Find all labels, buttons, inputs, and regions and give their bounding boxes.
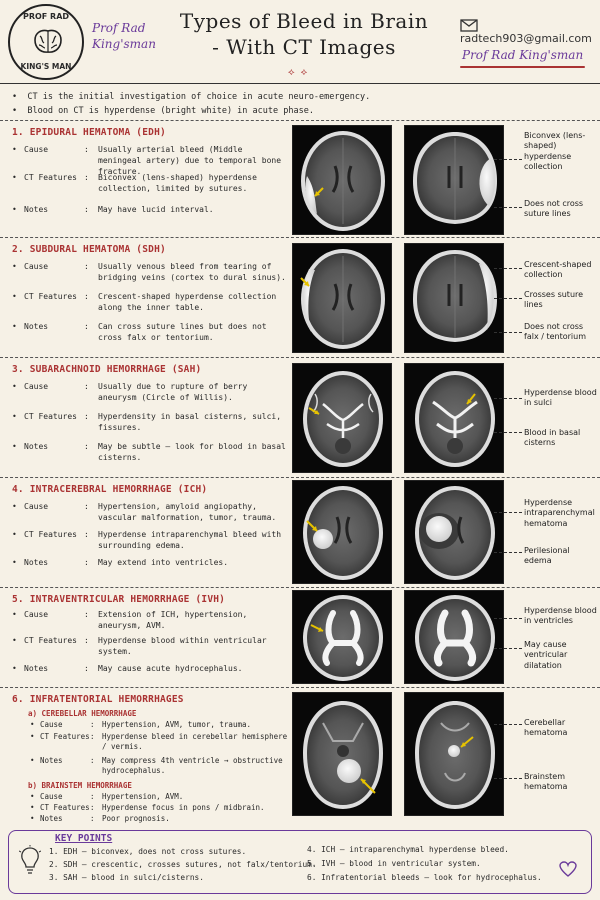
section-title: 4. INTRACEREBRAL HEMORRHAGE (ICH): [12, 484, 208, 495]
field-key: CT Features: [24, 173, 77, 182]
key-point-item: 1. EDH – biconvex, does not cross sutures.: [49, 847, 247, 856]
author-underline: [460, 66, 585, 68]
intro-list: [12, 90, 370, 118]
field-value: Extension of ICH, hypertension, aneurysm, AVM.: [98, 610, 248, 630]
ct-scan-axial: [292, 125, 392, 235]
ct-scan-axial: [292, 480, 392, 584]
key-points-title: KEY POINTS: [55, 833, 113, 844]
intro-item: • CT is the initial investigation of choice in acute neuro-emergency.: [12, 92, 371, 102]
ct-scan-axial: [292, 363, 392, 473]
email-row: [460, 18, 600, 45]
field-key: Notes: [24, 558, 49, 567]
ct-scan-axial-2: [404, 363, 504, 473]
leader-line: [494, 159, 522, 160]
annotation: Crosses suture lines: [524, 290, 584, 310]
ct-scan-coronal: [404, 125, 504, 235]
field-key: Cause: [24, 262, 49, 271]
annotation: Brainstem hematoma: [524, 772, 568, 792]
leader-line: [494, 207, 522, 208]
section-title: 2. SUBDURAL HEMATOMA (SDH): [12, 244, 166, 255]
annotation: Crescent-shaped collection: [524, 260, 592, 280]
annotation: Hyperdense blood in ventricles: [524, 606, 597, 626]
field-value: Can cross suture lines but does not cross falx or tentorium.: [98, 322, 267, 342]
field-key: Notes: [24, 205, 49, 214]
field-value: Usually due to rupture of berry aneurysm (Circle of Willis).: [98, 382, 248, 402]
intro-item: • Blood on CT is hyperdense (bright white) in acute phase.: [12, 106, 314, 117]
field-value: Poor prognosis.: [102, 814, 170, 823]
key-point-item: 2. SDH – crescentic, crosses sutures, not falx/tentorium.: [49, 860, 317, 869]
email-text: radtech903@gmail.com: [460, 31, 592, 45]
field-key: CT Features: [24, 412, 77, 421]
author-right: Prof Rad King'sman: [462, 48, 584, 62]
ct-scan-axial: [292, 243, 392, 353]
key-point-item: 4. ICH – intraparenchymal hyperdense bleed.: [307, 845, 509, 854]
intro-text: CT is the initial investigation of choice in acute neuro-emergency.: [27, 92, 371, 102]
brand-logo: [8, 4, 84, 80]
heart-icon: [559, 861, 577, 877]
key-point-item: 5. IVH – blood in ventricular system.: [307, 859, 481, 868]
field-key: CT Features: [24, 530, 77, 539]
annotation: Cerebellar hematoma: [524, 718, 568, 738]
section-title: 3. SUBARACHNOID HEMORRHAGE (SAH): [12, 364, 202, 375]
field-key: Notes: [24, 664, 49, 673]
title-ornament: ⟡ ⟡: [288, 67, 308, 78]
intro-text: Blood on CT is hyperdense (bright white) in acute phase.: [27, 106, 314, 117]
annotation: Biconvex (lens-shaped) hyperdense collection: [524, 131, 586, 172]
section-sdh: 2. SUBDURAL HEMATOMA (SDH) • Cause : Usually venous bleed from tearing of bridging veins (cortex to dural sinus). • CT Features : Crescent-shaped hyperdense collection along the inner table. • Notes : Can cross suture lines but does not cross falx or tentorium. Crescent-shaped collection Crosses suture lines Does not cross falx / tentorium: [0, 238, 600, 358]
field-key: CT Features: [40, 732, 90, 741]
field-key: Notes: [40, 756, 63, 765]
page-header: [0, 0, 600, 84]
lightbulb-icon: [19, 845, 41, 875]
field-value: Usually venous bleed from tearing of bridging veins (cortex to dural sinus).: [98, 262, 286, 282]
section-ivh: 5. INTRAVENTRICULAR HEMORRHAGE (IVH) • Cause : Extension of ICH, hypertension, aneurysm, AVM. • CT Features : Hyperdense blood within ventricular system. • Notes : May cause acute hydrocephalus. Hyperdense blood in ventricles May cause ventricular dilatation: [0, 588, 600, 688]
ct-scan-coronal: [404, 243, 504, 353]
title-line1: Types of Bleed in Brain: [179, 9, 429, 33]
title-line2: - With CT Images: [212, 35, 396, 59]
subsection-title: b) BRAINSTEM HEMORRHAGE: [28, 781, 132, 790]
field-value: May cause acute hydrocephalus.: [98, 664, 243, 673]
field-key: Cause: [24, 502, 49, 511]
leader-line: [494, 648, 522, 649]
field-value: Hyperdense focus in pons / midbrain.: [102, 803, 265, 812]
field-value: Hypertension, amyloid angiopathy, vascular malformation, tumor, trauma.: [98, 502, 277, 522]
field-key: Cause: [24, 145, 49, 154]
annotation: Does not cross falx / tentorium: [524, 322, 586, 342]
annotation: Perilesional edema: [524, 546, 570, 566]
subsection-title: a) CEREBELLAR HEMORRHAGE: [28, 709, 137, 718]
logo-bottom-text: KING'S MAN: [20, 62, 72, 71]
annotation: Hyperdense intraparenchymal hematoma: [524, 498, 595, 528]
field-value: May compress 4th ventricle → obstructive hydrocephalus.: [102, 756, 283, 775]
field-value: May be subtle – look for blood in basal cisterns.: [98, 442, 286, 462]
author-left-line1: Prof Rad: [92, 21, 146, 35]
field-value: Hyperdense intraparenchymal bleed with surrounding edema.: [98, 530, 282, 550]
leader-line: [494, 552, 522, 553]
key-point-item: 3. SAH – blood in sulci/cisterns.: [49, 873, 204, 882]
field-value: Biconvex (lens-shaped) hyperdense collection, limited by sutures.: [98, 173, 257, 193]
field-key: Cause: [40, 792, 63, 801]
leader-line: [494, 298, 522, 299]
field-value: Crescent-shaped hyperdense collection along the inner table.: [98, 292, 277, 312]
key-points-box: [8, 830, 592, 894]
leader-line: [494, 724, 522, 725]
section-title: 6. INFRATENTORIAL HEMORRHAGES: [12, 694, 184, 705]
field-key: Notes: [24, 442, 49, 451]
brain-icon: [32, 28, 64, 56]
section-title: 5. INTRAVENTRICULAR HEMORRHAGE (IVH): [12, 594, 226, 605]
ct-scan-axial-2: [404, 590, 504, 684]
leader-line: [494, 332, 522, 333]
annotation: May cause ventricular dilatation: [524, 640, 568, 670]
field-value: Hypertension, AVM, tumor, trauma.: [102, 720, 252, 729]
leader-line: [494, 618, 522, 619]
logo-top-text: PROF RAD: [22, 12, 70, 21]
field-value: Hyperdense bleed in cerebellar hemisphere / vermis.: [102, 732, 288, 751]
leader-line: [494, 432, 522, 433]
field-value: May extend into ventricles.: [98, 558, 229, 567]
section-title: 1. EPIDURAL HEMATOMA (EDH): [12, 127, 166, 138]
leader-line: [494, 778, 522, 779]
field-key: Notes: [40, 814, 63, 823]
field-key: Cause: [24, 382, 49, 391]
ct-scan-brainstem: [404, 692, 504, 816]
field-value: Hyperdense blood within ventricular system.: [98, 636, 267, 656]
section-edh: 1. EPIDURAL HEMATOMA (EDH) • Cause : Usually arterial bleed (Middle meningeal artery) due to temporal bone fracture. • CT Features : Biconvex (lens-shaped) hyperdense collection, limited by sutures. • Notes : May have lucid interval. Biconvex (lens-shaped) hyperdense collection Does not cross suture lines: [0, 120, 600, 238]
ct-scan-axial: [292, 590, 392, 684]
field-value: Hypertension, AVM.: [102, 792, 184, 801]
leader-line: [494, 398, 522, 399]
page-title: [164, 8, 444, 60]
field-value: Hyperdensity in basal cisterns, sulci, fissures.: [98, 412, 282, 432]
field-key: Cause: [24, 610, 49, 619]
email-icon: [460, 19, 478, 32]
leader-line: [494, 512, 522, 513]
field-value: Usually arterial bleed (Middle meningeal artery) due to temporal bone fracture.: [98, 145, 282, 176]
ct-scan-posterior-fossa: [292, 692, 392, 816]
field-key: CT Features: [24, 636, 77, 645]
annotation: Blood in basal cisterns: [524, 428, 581, 448]
annotation: Does not cross suture lines: [524, 199, 584, 219]
author-left-line2: King'sman: [92, 37, 156, 52]
ct-scan-axial-2: [404, 480, 504, 584]
key-point-item: 6. Infratentorial bleeds – look for hydrocephalus.: [307, 873, 542, 882]
field-value: May have lucid interval.: [98, 205, 214, 214]
annotation: Hyperdense blood in sulci: [524, 388, 597, 408]
field-key: Cause: [40, 720, 63, 729]
field-key: CT Features: [40, 803, 90, 812]
author-left: [92, 20, 162, 52]
field-key: CT Features: [24, 292, 77, 301]
section-ich: 4. INTRACEREBRAL HEMORRHAGE (ICH) • Cause : Hypertension, amyloid angiopathy, vascular malformation, tumor, trauma. • CT Features : Hyperdense intraparenchymal bleed with surrounding edema. • Notes : May extend into ventricles. Hyperdense intraparenchymal hematoma Perilesional edema: [0, 478, 600, 588]
field-key: Notes: [24, 322, 49, 331]
leader-line: [494, 268, 522, 269]
section-infratentorial: 6. INFRATENTORIAL HEMORRHAGES a) CEREBELLAR HEMORRHAGE • Cause : Hypertension, AVM, tumor, trauma. • CT Features : Hyperdense bleed in cerebellar hemisphere / vermis. • Notes : May compress 4th ventricle → obstructive hydrocephalus. b) BRAINSTEM HEMORRHAGE • Cause : Hypertension, AVM. • CT Features : Hyperdense focus in pons / midbrain. • Notes : Poor prognosis. Cerebellar hematoma Brainstem hematoma: [0, 688, 600, 828]
section-sah: 3. SUBARACHNOID HEMORRHAGE (SAH) • Cause : Usually due to rupture of berry aneurysm (Circle of Willis). • CT Features : Hyperdensity in basal cisterns, sulci, fissures. • Notes : May be subtle – look for blood in basal cisterns. Hyperdense blood in sulci Blood in basal cisterns: [0, 358, 600, 478]
